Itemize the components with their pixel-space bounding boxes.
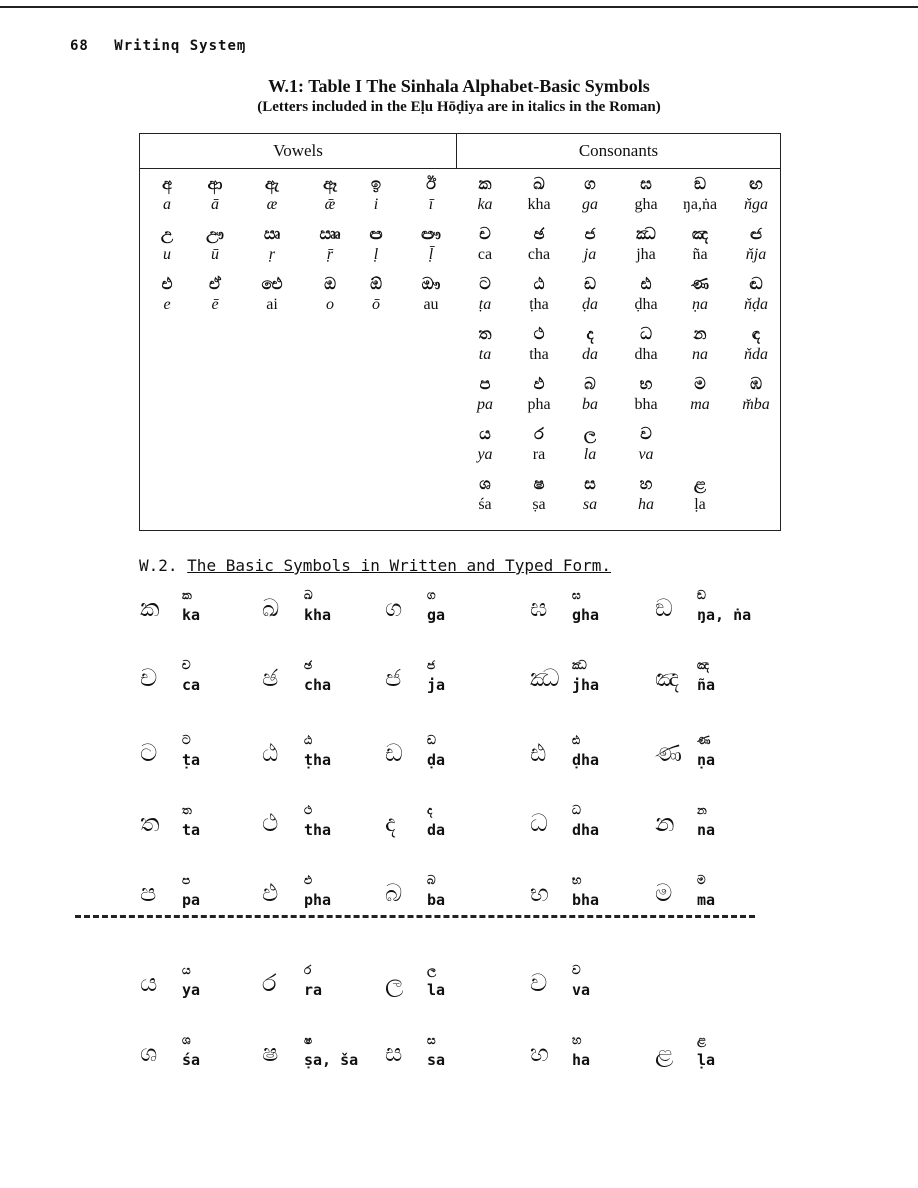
vowel-glyph: ඊ [426, 174, 436, 193]
consonant-glyph: ඵ [533, 374, 545, 393]
table-title: W.1: Table I The Sinhala Alphabet-Basic Symbols [268, 76, 650, 96]
handwritten-glyph: ඵ [262, 881, 279, 907]
letter-entry [262, 1035, 397, 1085]
typed-roman: bha [572, 891, 600, 909]
typed-glyph: ඝ [572, 588, 581, 602]
typed-roman: gha [572, 606, 600, 624]
consonant-roman: na [692, 346, 708, 363]
letter-entry [655, 805, 790, 855]
letter-entry [385, 590, 520, 640]
vowel-glyph: ඕ [370, 274, 382, 293]
typed-glyph: ත [182, 803, 192, 817]
vowel-glyph: ඐ [421, 224, 441, 243]
consonant-glyph: ඤ [691, 224, 709, 243]
consonant-glyph: ඬ [749, 274, 763, 293]
handwritten-glyph: බ [385, 881, 403, 907]
typed-roman: ḍa [427, 751, 446, 769]
consonant-roman: ṣa [532, 496, 546, 513]
consonant-roman: tha [529, 346, 549, 363]
typed-roman: ḷa [697, 1051, 716, 1069]
consonant-glyph: ඪ [640, 274, 652, 293]
handwritten-glyph: ඝ [530, 596, 548, 622]
typed-glyph: භ [572, 873, 582, 887]
consonant-glyph: ඟ [749, 174, 763, 193]
vowel-roman: ō [372, 296, 380, 313]
handwritten-glyph: ළ [655, 1041, 674, 1067]
handwritten-glyph: ඡ [262, 666, 279, 692]
consonant-roman: ka [477, 196, 493, 213]
consonant-roman: da [582, 346, 598, 363]
typed-roman: pa [182, 891, 201, 909]
typed-glyph: ව [572, 963, 581, 977]
consonant-glyph: ඨ [533, 274, 545, 293]
consonant-roman: ca [477, 246, 493, 263]
vowel-roman: ḷ [373, 246, 379, 263]
letter-entry [530, 805, 665, 855]
typed-roman: ŋa, ṅa [697, 606, 752, 624]
consonant-roman: dha [634, 346, 658, 363]
handwritten-glyph: ර [262, 971, 277, 997]
typed-roman: kha [304, 606, 332, 624]
consonant-roman: ňḍa [744, 296, 768, 313]
consonant-roman: jha [636, 246, 656, 263]
typed-glyph: ල [427, 963, 437, 977]
handwritten-glyph: ඤ [655, 666, 680, 692]
vowel-roman: ḹ [428, 246, 434, 263]
consonant-roman: va [638, 446, 654, 463]
consonant-glyph: ද [586, 324, 594, 343]
typed-roman: ṇa [697, 751, 716, 769]
letter-entry [140, 660, 275, 710]
consonant-glyph: ව [640, 424, 652, 443]
letter-entry [385, 965, 520, 1015]
consonant-glyph: ණ [691, 274, 709, 293]
letter-entry [385, 735, 520, 785]
typed-roman: ja [427, 676, 446, 694]
handwritten-glyph: ය [140, 971, 158, 997]
handwritten-glyph: ඛ [262, 596, 280, 622]
handwritten-glyph: ම [655, 881, 673, 907]
handwritten-glyph: ෂ [262, 1041, 279, 1067]
vowel-glyph: ඉ [370, 174, 382, 193]
consonant-roman: ḍha [634, 296, 658, 313]
vowel-roman: ai [266, 296, 278, 313]
typed-glyph: ට [182, 733, 191, 747]
consonant-roman: ṭha [529, 296, 549, 313]
consonant-roman: cha [527, 246, 551, 263]
typed-glyph: ප [182, 873, 191, 887]
typed-glyph: ර [304, 963, 312, 977]
consonant-roman: ňda [744, 346, 768, 363]
typed-glyph: ඵ [304, 873, 313, 887]
vowel-glyph: ඌ [206, 224, 224, 243]
consonant-roman: m̆ba [742, 396, 770, 413]
handwritten-glyph: ජ [385, 666, 402, 692]
typed-roman: ḍha [572, 751, 600, 769]
handwritten-glyph: ශ [140, 1041, 158, 1067]
vowel-roman: ṝ [326, 246, 334, 263]
consonant-glyph: ශ [479, 474, 491, 493]
consonant-roman: sa [582, 496, 598, 513]
typed-glyph: ඩ [427, 733, 436, 747]
consonant-roman: ha [638, 496, 654, 513]
typed-roman: ña [697, 676, 716, 694]
vowel-glyph: ඏ [369, 224, 383, 243]
handwritten-glyph: ක [140, 596, 160, 622]
typed-roman: jha [572, 676, 600, 694]
consonant-glyph: හ [639, 474, 653, 493]
handwritten-glyph: ඩ [385, 741, 403, 767]
alphabet-table [139, 133, 781, 531]
vowel-roman: ǣ [324, 196, 336, 213]
vowel-glyph: එ [161, 274, 173, 293]
consonant-roman: ra [532, 446, 546, 463]
typed-glyph: ද [427, 803, 433, 817]
consonant-glyph: ළ [693, 474, 707, 493]
handwritten-glyph: ථ [262, 811, 279, 837]
letter-entry [530, 735, 665, 785]
vowel-glyph: ඓ [261, 274, 283, 293]
typed-roman: śa [182, 1051, 201, 1069]
typed-roman: ka [182, 606, 201, 624]
consonant-roman: śa [478, 496, 492, 513]
section-2-heading [139, 556, 611, 575]
typed-roman: va [572, 981, 591, 999]
letter-entry [140, 1035, 275, 1085]
typed-roman: pha [304, 891, 332, 909]
letter-entry [385, 1035, 520, 1085]
vowel-glyph: ඔ [324, 274, 336, 293]
vowel-glyph: ආ [207, 174, 223, 193]
typed-glyph: ථ [304, 803, 313, 817]
typed-roman: sa [427, 1051, 446, 1069]
typed-roman: ga [427, 606, 446, 624]
typed-glyph: ස [427, 1033, 436, 1047]
letter-entry [262, 735, 397, 785]
typed-roman: da [427, 821, 446, 839]
consonant-glyph: ජ [584, 224, 596, 243]
typed-glyph: ඣ [572, 658, 587, 672]
handwritten-glyph: ධ [530, 811, 548, 837]
consonant-roman: la [583, 446, 597, 463]
vowel-roman: ā [211, 196, 219, 213]
typed-glyph: ම [697, 873, 706, 887]
consonant-roman: pha [527, 396, 551, 413]
typed-roman: ba [427, 891, 446, 909]
handwritten-glyph: ත [140, 811, 160, 837]
consonant-glyph: ඦ [750, 224, 762, 243]
typed-glyph: ච [182, 658, 191, 672]
consonant-roman: ba [582, 396, 598, 413]
typed-glyph: ඛ [304, 588, 313, 602]
consonant-roman: ya [477, 446, 493, 463]
letter-entry [140, 590, 275, 640]
letter-entry [140, 735, 275, 785]
consonant-roman: ña [692, 246, 708, 263]
vowel-glyph: ඈ [323, 174, 337, 193]
typed-glyph: ඤ [697, 658, 710, 672]
typed-roman: ma [697, 891, 716, 909]
consonant-glyph: ඝ [640, 174, 652, 193]
typed-glyph: ළ [697, 1033, 707, 1047]
letter-entry [655, 1035, 790, 1085]
typed-glyph: ඪ [572, 733, 581, 747]
handwritten-glyph: භ [530, 881, 549, 907]
consonant-glyph: ම [694, 374, 706, 393]
running-section: Writinq Systeɱ [114, 38, 247, 54]
handwritten-glyph: ච [140, 666, 158, 692]
consonant-roman: ja [583, 246, 597, 263]
consonant-glyph: ෂ [533, 474, 545, 493]
typed-glyph: න [697, 803, 707, 817]
consonant-glyph: ඡ [533, 224, 545, 243]
top-rule [0, 6, 918, 8]
running-head [70, 38, 262, 54]
consonant-glyph: ය [479, 424, 491, 443]
vowel-glyph: ඖ [421, 274, 441, 293]
typed-roman: ta [182, 821, 201, 839]
typed-glyph: ශ [182, 1033, 191, 1047]
consonant-glyph: ඳ [751, 324, 761, 343]
typed-roman: ra [304, 981, 323, 999]
typed-roman: la [427, 981, 446, 999]
vowel-roman: ē [211, 296, 219, 313]
typed-glyph: ඨ [304, 733, 313, 747]
letter-entry [385, 660, 520, 710]
vowel-roman: au [423, 296, 439, 313]
consonant-glyph: ල [583, 424, 597, 443]
consonant-glyph: ඣ [636, 224, 656, 243]
consonant-roman: ḷa [694, 496, 706, 513]
letter-entry [262, 965, 397, 1015]
consonant-glyph: ධ [640, 324, 652, 343]
vowel-glyph: ඒ [209, 274, 221, 293]
vowel-roman: a [163, 196, 171, 213]
typed-glyph: බ [427, 873, 436, 887]
consonant-glyph: ස [584, 474, 596, 493]
vowel-roman: ṛ [268, 246, 276, 263]
letter-entry [140, 965, 275, 1015]
typed-glyph: ඡ [304, 658, 313, 672]
letter-entry [385, 805, 520, 855]
handwritten-glyph: ඨ [262, 741, 279, 767]
consonants-header: Consonants [457, 134, 780, 169]
typed-roman: ṭha [304, 751, 332, 769]
handwritten-glyph: ඣ [530, 666, 560, 692]
consonant-glyph: ඹ [750, 374, 762, 393]
handwritten-glyph: ස [385, 1041, 403, 1067]
handwritten-glyph: ව [530, 971, 548, 997]
typed-glyph: ක [182, 588, 192, 602]
consonant-glyph: ඩ [584, 274, 596, 293]
typed-roman: ca [182, 676, 201, 694]
consonant-glyph: ථ [533, 324, 545, 343]
handwritten-glyph: ප [140, 881, 157, 907]
handwritten-glyph: ග [385, 596, 403, 622]
dashed-divider [75, 915, 755, 918]
table-subtitle: (Letters included in the Eḷu Hōḍiya are in italics in the Roman) [257, 99, 661, 115]
letter-entry [530, 660, 665, 710]
typed-roman: dha [572, 821, 600, 839]
handwritten-glyph: ල [385, 971, 404, 997]
consonant-glyph: ට [479, 274, 491, 293]
letter-entry [262, 660, 397, 710]
vowel-glyph: ඍ [263, 224, 281, 243]
vowel-glyph: ඎ [319, 224, 341, 243]
consonant-roman: ṭa [478, 296, 492, 313]
section-2-title: The Basic Symbols in Written and Typed Form. [187, 556, 612, 575]
typed-roman: na [697, 821, 716, 839]
letter-entry [530, 965, 665, 1015]
vowel-roman: i [373, 196, 379, 213]
typed-roman: ṭa [182, 751, 201, 769]
consonant-roman: gha [634, 196, 658, 213]
letter-entry [655, 590, 790, 640]
handwritten-glyph: ණ [655, 741, 682, 767]
typed-glyph: ණ [697, 733, 711, 747]
typed-glyph: ය [182, 963, 191, 977]
consonant-glyph: ඛ [533, 174, 545, 193]
typed-roman: cha [304, 676, 332, 694]
typed-glyph: ධ [572, 803, 581, 817]
consonant-glyph: ත [478, 324, 492, 343]
consonant-glyph: ක [478, 174, 492, 193]
handwritten-glyph: න [655, 811, 675, 837]
consonant-glyph: ච [479, 224, 491, 243]
vowel-roman: ū [211, 246, 219, 263]
consonant-roman: pa [477, 396, 493, 413]
typed-glyph: හ [572, 1033, 582, 1047]
vowel-roman: u [163, 246, 171, 263]
typed-glyph: ග [427, 588, 436, 602]
consonant-roman: ŋa,ṅa [682, 196, 718, 213]
consonant-glyph: ඞ [694, 174, 706, 193]
vowels-header: Vowels [140, 134, 457, 169]
letter-entry [655, 660, 790, 710]
vowel-glyph: අ [162, 174, 172, 193]
consonant-glyph: ප [479, 374, 491, 393]
letter-entry [140, 805, 275, 855]
handwritten-glyph: ඞ [655, 596, 673, 622]
handwritten-glyph: හ [530, 1041, 549, 1067]
consonant-glyph: ග [584, 174, 596, 193]
vowel-glyph: ඇ [265, 174, 279, 193]
letter-entry [530, 590, 665, 640]
typed-glyph: ජ [427, 658, 436, 672]
handwritten-glyph: ට [140, 741, 158, 767]
consonant-roman: ma [690, 396, 710, 413]
consonant-roman: ňja [745, 246, 767, 263]
consonant-roman: kha [527, 196, 551, 213]
typed-roman: ha [572, 1051, 591, 1069]
letter-entry [530, 1035, 665, 1085]
letter-entry [262, 590, 397, 640]
typed-glyph: ෂ [304, 1033, 313, 1047]
letter-entry [655, 735, 790, 785]
consonant-roman: ta [478, 346, 492, 363]
consonant-roman: ga [582, 196, 598, 213]
consonant-glyph: න [693, 324, 707, 343]
consonant-roman: ňga [744, 196, 768, 213]
vowel-glyph: උ [160, 224, 174, 243]
typed-roman: ṣa, šа [304, 1051, 359, 1069]
typed-glyph: ඞ [697, 588, 706, 602]
section-2-number: W.2. [139, 556, 178, 575]
vowel-roman: e [163, 296, 171, 313]
consonant-roman: ṇa [692, 296, 708, 313]
consonant-glyph: බ [584, 374, 596, 393]
consonant-roman: ḍa [582, 296, 598, 313]
consonant-glyph: භ [639, 374, 653, 393]
letter-entry [262, 805, 397, 855]
page-number: 68 [70, 38, 89, 54]
vowel-roman: ī [428, 196, 434, 213]
vowel-roman: o [326, 296, 334, 313]
handwritten-glyph: ඪ [530, 741, 547, 767]
typed-roman: tha [304, 821, 332, 839]
typed-roman: ya [182, 981, 201, 999]
handwritten-glyph: ද [385, 811, 396, 837]
consonant-roman: bha [634, 396, 658, 413]
consonant-glyph: ර [534, 424, 544, 443]
vowel-roman: æ [266, 196, 278, 213]
